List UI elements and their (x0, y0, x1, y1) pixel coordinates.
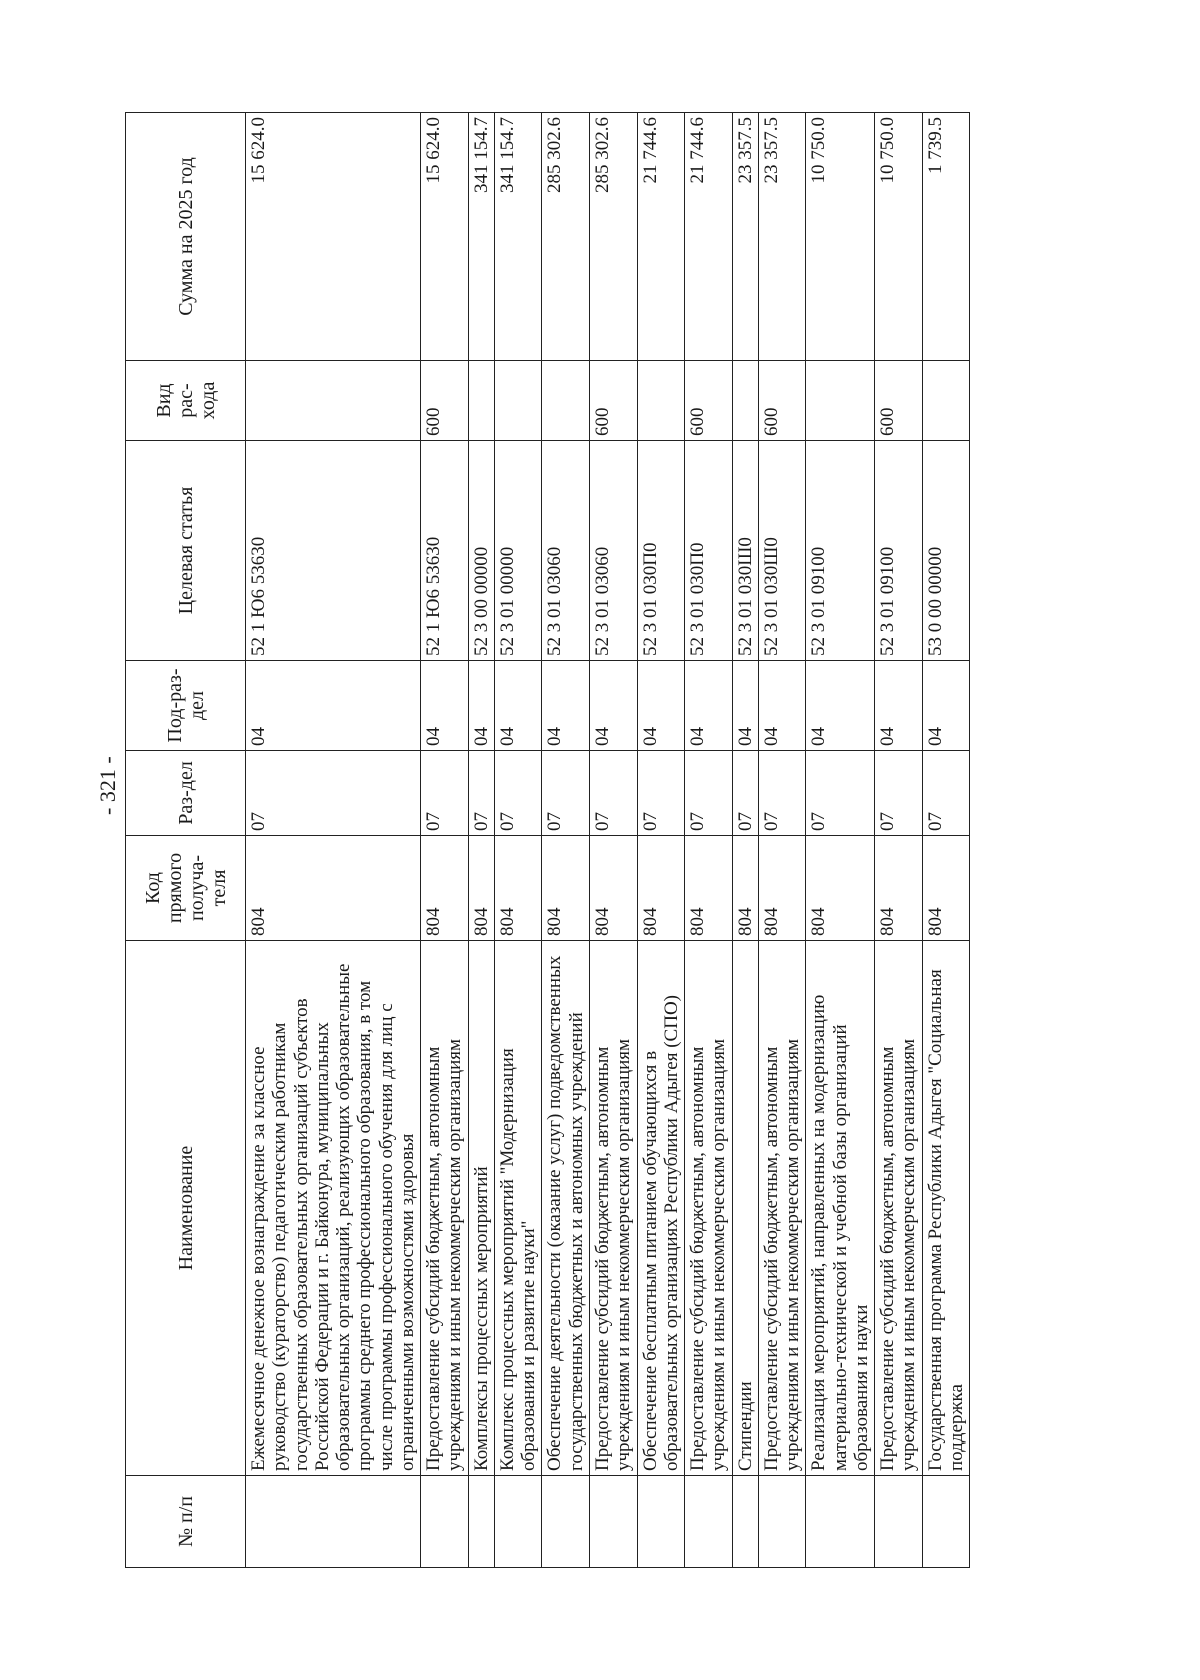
table-header-row (126, 113, 246, 1568)
row-vid: 600 (421, 361, 469, 441)
row-sum: 285 302.6 (542, 113, 590, 361)
row-num (246, 1476, 421, 1568)
row-podrazdel: 04 (589, 661, 637, 751)
table-row (685, 113, 733, 1568)
row-sum: 341 154.7 (494, 113, 542, 361)
header-vid: Вид рас-хода (126, 361, 246, 441)
row-code: 804 (685, 836, 733, 941)
row-article: 52 3 01 03060 (589, 441, 637, 661)
row-name: Предоставление субсидий бюджетным, автономным учреждениям и иным некоммерческим организациям (758, 941, 806, 1476)
row-name: Предоставление субсидий бюджетным, автономным учреждениям и иным некоммерческим организациям (685, 941, 733, 1476)
row-vid: 600 (589, 361, 637, 441)
row-sum: 341 154.7 (468, 113, 494, 361)
row-razdel: 07 (922, 751, 970, 836)
row-code: 804 (637, 836, 685, 941)
row-razdel: 07 (806, 751, 875, 836)
row-num (542, 1476, 590, 1568)
row-num (806, 1476, 875, 1568)
row-vid: 600 (758, 361, 806, 441)
row-podrazdel: 04 (732, 661, 758, 751)
header-razdel: Раз-дел (126, 751, 246, 836)
row-num (922, 1476, 970, 1568)
row-article: 53 0 00 00000 (922, 441, 970, 661)
row-name: Комплекс процессных мероприятий "Модернизация образования и развитие науки" (494, 941, 542, 1476)
table-row (637, 113, 685, 1568)
row-article: 52 3 01 09100 (875, 441, 923, 661)
rotated-table-wrapper (125, 113, 1065, 1568)
header-sum: Сумма на 2025 год (126, 113, 246, 361)
row-code: 804 (421, 836, 469, 941)
row-code: 804 (589, 836, 637, 941)
row-podrazdel: 04 (685, 661, 733, 751)
row-sum: 23 357.5 (732, 113, 758, 361)
row-article: 52 3 01 030П0 (685, 441, 733, 661)
table-row (421, 113, 469, 1568)
header-article: Целевая статья (126, 441, 246, 661)
row-vid: 600 (685, 361, 733, 441)
row-article: 52 3 00 00000 (468, 441, 494, 661)
row-code: 804 (468, 836, 494, 941)
header-num: № п/п (126, 1476, 246, 1568)
row-sum: 10 750.0 (875, 113, 923, 361)
row-name: Государственная программа Республики Адыгея "Социальная поддержка (922, 941, 970, 1476)
row-code: 804 (758, 836, 806, 941)
row-num (637, 1476, 685, 1568)
row-num (685, 1476, 733, 1568)
row-code: 804 (732, 836, 758, 941)
row-num (494, 1476, 542, 1568)
row-code: 804 (875, 836, 923, 941)
row-sum: 23 357.5 (758, 113, 806, 361)
row-article: 52 3 01 09100 (806, 441, 875, 661)
row-num (468, 1476, 494, 1568)
row-article: 52 3 01 00000 (494, 441, 542, 661)
row-podrazdel: 04 (922, 661, 970, 751)
row-podrazdel: 04 (542, 661, 590, 751)
row-sum: 285 302.6 (589, 113, 637, 361)
row-podrazdel: 04 (246, 661, 421, 751)
row-sum: 10 750.0 (806, 113, 875, 361)
row-vid (246, 361, 421, 441)
row-razdel: 07 (589, 751, 637, 836)
row-name: Обеспечение деятельности (оказание услуг) подведомственных государственных бюджетных и автономных учреждений (542, 941, 590, 1476)
table-row (494, 113, 542, 1568)
row-sum: 21 744.6 (637, 113, 685, 361)
header-name: Наименование (126, 941, 246, 1476)
row-article: 52 3 01 030Ш0 (758, 441, 806, 661)
row-article: 52 3 01 030Ш0 (732, 441, 758, 661)
row-num (758, 1476, 806, 1568)
table-row (806, 113, 875, 1568)
row-vid (494, 361, 542, 441)
row-vid (732, 361, 758, 441)
row-sum: 15 624.0 (421, 113, 469, 361)
table-row (246, 113, 421, 1568)
row-code: 804 (246, 836, 421, 941)
row-podrazdel: 04 (758, 661, 806, 751)
row-vid (637, 361, 685, 441)
row-razdel: 07 (637, 751, 685, 836)
table-row (468, 113, 494, 1568)
row-razdel: 07 (732, 751, 758, 836)
header-code: Код прямого получа-теля (126, 836, 246, 941)
row-code: 804 (806, 836, 875, 941)
row-name: Предоставление субсидий бюджетным, автономным учреждениям и иным некоммерческим организациям (421, 941, 469, 1476)
row-article: 52 3 01 03060 (542, 441, 590, 661)
budget-table (125, 112, 970, 1568)
row-podrazdel: 04 (421, 661, 469, 751)
row-name: Предоставление субсидий бюджетным, автономным учреждениям и иным некоммерческим организациям (589, 941, 637, 1476)
row-podrazdel: 04 (875, 661, 923, 751)
row-num (421, 1476, 469, 1568)
row-razdel: 07 (246, 751, 421, 836)
row-article: 52 3 01 030П0 (637, 441, 685, 661)
row-razdel: 07 (494, 751, 542, 836)
row-razdel: 07 (468, 751, 494, 836)
row-num (732, 1476, 758, 1568)
row-razdel: 07 (875, 751, 923, 836)
row-podrazdel: 04 (494, 661, 542, 751)
row-code: 804 (542, 836, 590, 941)
row-vid: 600 (875, 361, 923, 441)
row-razdel: 07 (421, 751, 469, 836)
row-razdel: 07 (758, 751, 806, 836)
page-number: - 321 - (95, 756, 120, 815)
row-name: Обеспечение бесплатным питанием обучающихся в образовательных организациях Республики Адыгея (СПО) (637, 941, 685, 1476)
row-podrazdel: 04 (468, 661, 494, 751)
table-row (922, 113, 970, 1568)
row-code: 804 (922, 836, 970, 941)
row-num (589, 1476, 637, 1568)
row-num (875, 1476, 923, 1568)
table-row (758, 113, 806, 1568)
table-row (875, 113, 923, 1568)
row-name: Ежемесячное денежное вознаграждение за классное руководство (кураторство) педагогическим работникам государственных образовательных организаций субъектов Российской Федерации и г. Байконура, муниципальных образовательных организаций, реализующих образовательные программы среднего профессионального образования, в том числе программы профессионального обучения для лиц с ограниченными возможностями здоровья (246, 941, 421, 1476)
header-podrazdel: Под-раз-дел (126, 661, 246, 751)
table-row (542, 113, 590, 1568)
row-vid (542, 361, 590, 441)
table-row (732, 113, 758, 1568)
row-sum: 1 739.5 (922, 113, 970, 361)
table-row (589, 113, 637, 1568)
row-code: 804 (494, 836, 542, 941)
row-article: 52 1 Ю6 53630 (421, 441, 469, 661)
row-vid (806, 361, 875, 441)
row-name: Предоставление субсидий бюджетным, автономным учреждениям и иным некоммерческим организациям (875, 941, 923, 1476)
row-sum: 15 624.0 (246, 113, 421, 361)
row-vid (922, 361, 970, 441)
row-sum: 21 744.6 (685, 113, 733, 361)
row-podrazdel: 04 (637, 661, 685, 751)
row-name: Реализация мероприятий, направленных на модернизацию материально-технической и учебной базы организаций образования и науки (806, 941, 875, 1476)
row-name: Стипендии (732, 941, 758, 1476)
row-name: Комплексы процессных мероприятий (468, 941, 494, 1476)
row-razdel: 07 (542, 751, 590, 836)
row-article: 52 1 Ю6 53630 (246, 441, 421, 661)
row-podrazdel: 04 (806, 661, 875, 751)
row-vid (468, 361, 494, 441)
row-razdel: 07 (685, 751, 733, 836)
